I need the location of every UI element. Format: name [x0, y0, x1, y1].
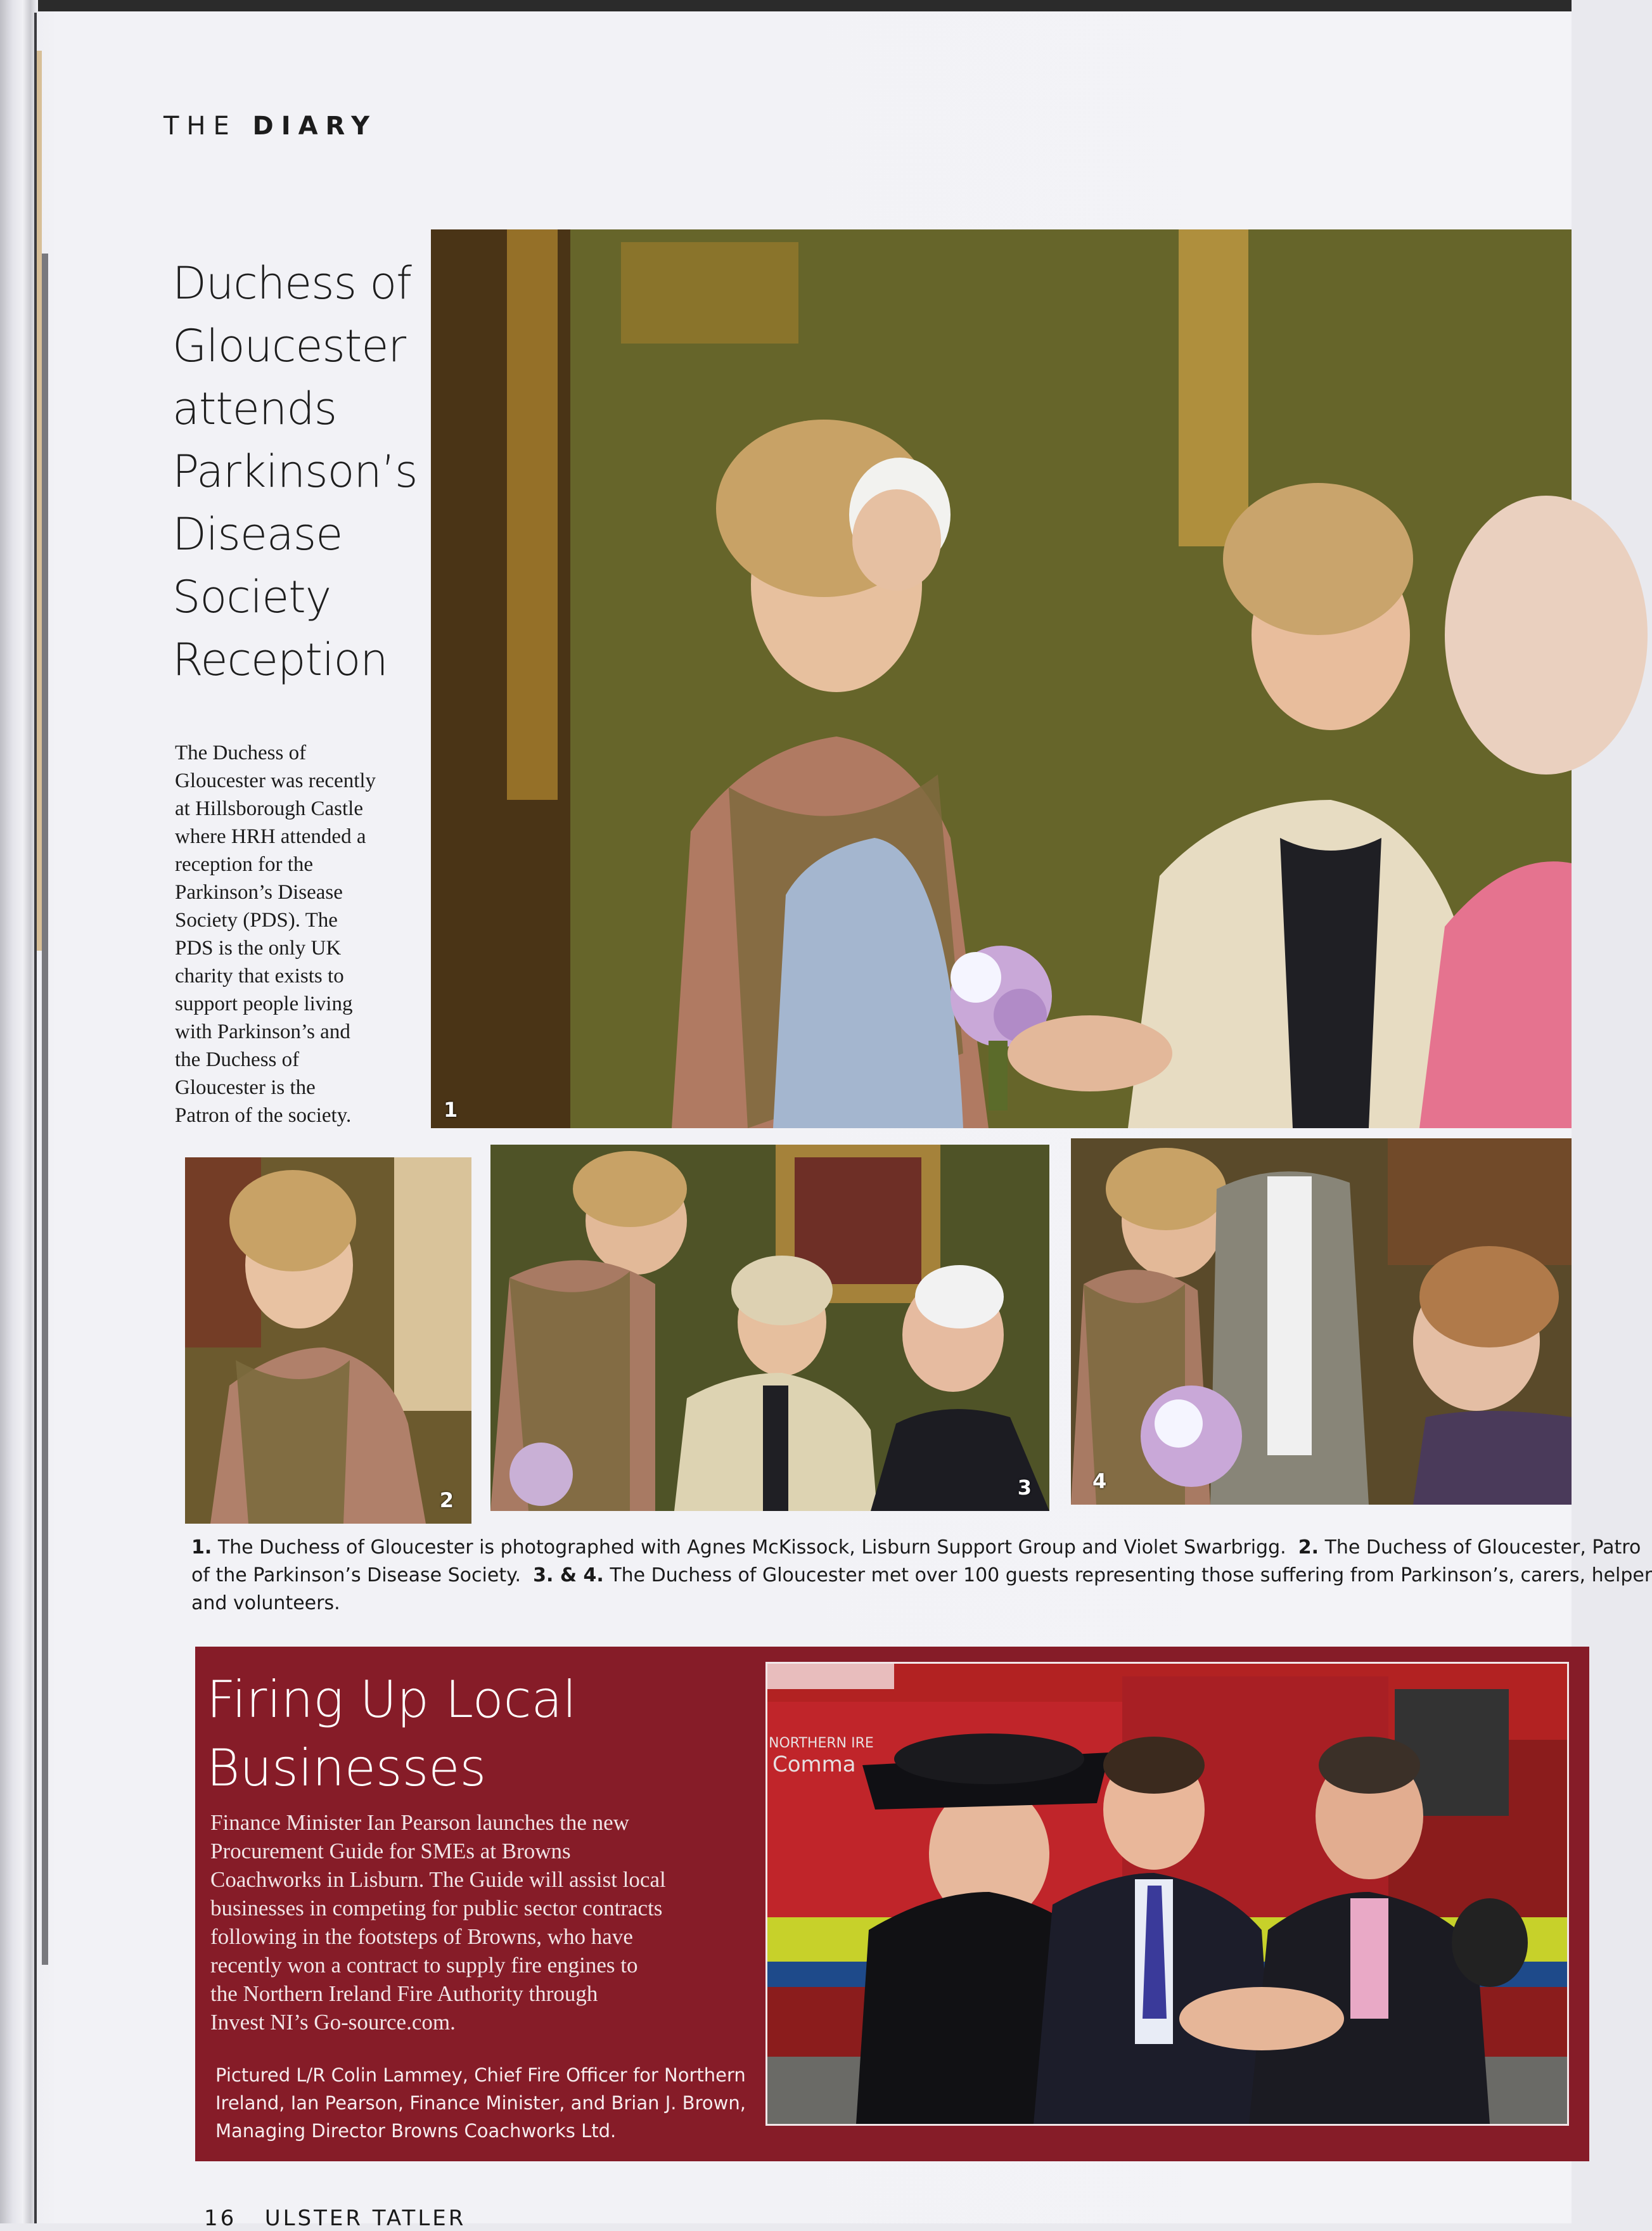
photo-4-image	[1071, 1138, 1572, 1505]
body-line: the Duchess of	[175, 1048, 300, 1071]
article-body	[175, 739, 419, 1129]
caption-num-1: 1.	[191, 1536, 212, 1559]
photo-sign-small: NORTHERN IRE	[769, 1735, 874, 1751]
feature-body-line: the Northern Ireland Fire Authority through	[210, 1981, 598, 2006]
feature-body-line: Coachworks in Lisburn. The Guide will assist local	[210, 1867, 666, 1892]
body-line: with Parkinson’s and	[175, 1020, 350, 1043]
photo-number-2: 2	[439, 1488, 454, 1512]
article-headline	[172, 252, 439, 691]
photo-number-4: 4	[1092, 1469, 1107, 1493]
body-line: where HRH attended a	[175, 825, 366, 848]
section-title: DIARY	[252, 112, 378, 141]
headline-line: Gloucester	[172, 320, 406, 372]
body-line: reception for the	[175, 853, 314, 876]
magazine-name: ULSTER TATLER	[264, 2206, 466, 2231]
main-photo-image	[431, 229, 1572, 1128]
main-photo	[431, 229, 1572, 1128]
body-line: PDS is the only UK	[175, 937, 342, 960]
pictured-line: Managing Director Browns Coachworks Ltd.	[215, 2120, 617, 2142]
body-line: The Duchess of	[175, 742, 307, 764]
pictured-line: Pictured L/R Colin Lammey, Chief Fire Officer for Northern	[215, 2064, 746, 2086]
caption-text-2: The Duchess of Gloucester, Patro	[1324, 1536, 1641, 1559]
photo-number-3: 3	[1017, 1476, 1032, 1500]
photo-2	[185, 1157, 471, 1524]
feature-body	[210, 1808, 743, 2036]
spine-shadow	[42, 254, 48, 1965]
feature-headline	[207, 1666, 777, 1803]
feature-pictured-caption	[215, 2061, 760, 2145]
feature-body-line: Finance Minister Ian Pearson launches the new	[210, 1810, 629, 1835]
headline-line: Reception	[172, 634, 388, 686]
photo-number-1: 1	[444, 1098, 458, 1122]
section-prefix: THE	[163, 112, 237, 141]
photo-3-image	[490, 1145, 1049, 1511]
headline-line: attends	[172, 383, 337, 435]
caption-line-2	[191, 1562, 1652, 1590]
photo-sign-large: Comma	[772, 1752, 856, 1777]
feature-headline-line: Firing Up Local	[207, 1670, 577, 1729]
headline-line: Duchess of	[172, 257, 411, 309]
body-line: Society (PDS). The	[175, 909, 338, 932]
body-line: at Hillsborough Castle	[175, 797, 363, 820]
feature-body-line: Invest NI’s Go-source.com.	[210, 2010, 456, 2035]
body-line: support people living	[175, 993, 353, 1015]
photo-3	[490, 1145, 1049, 1511]
body-line: Gloucester is the	[175, 1076, 316, 1099]
feature-photo-image	[767, 1664, 1567, 2124]
photo-2-image	[185, 1157, 471, 1524]
feature-headline-line: Businesses	[207, 1739, 487, 1797]
pictured-line: Ireland, Ian Pearson, Finance Minister, and Brian J. Brown,	[215, 2092, 746, 2114]
page-top-edge	[0, 0, 1572, 11]
caption-text-5: and volunteers.	[191, 1592, 340, 1614]
page-spine	[0, 0, 38, 2223]
caption-num-3: 3. & 4.	[533, 1564, 604, 1586]
spine-line	[34, 13, 37, 2223]
caption-num-2: 2.	[1298, 1536, 1319, 1559]
caption-text-3: of the Parkinson’s Disease Society.	[191, 1564, 522, 1586]
caption-text-1: The Duchess of Gloucester is photographed with Agnes McKissock, Lisburn Support Group and Violet Swarbrigg.	[217, 1536, 1286, 1559]
photo-caption	[191, 1534, 1652, 1617]
body-line: Parkinson’s Disease	[175, 881, 343, 904]
caption-text-4: The Duchess of Gloucester met over 100 guests representing those suffering from Parkinson’s, carers, helper	[610, 1564, 1652, 1586]
feature-body-line: Procurement Guide for SMEs at Browns	[210, 1839, 571, 1863]
feature-photo	[765, 1662, 1569, 2126]
body-line: charity that exists to	[175, 965, 344, 987]
feature-body-line: following in the footsteps of Browns, who have	[210, 1924, 633, 1949]
headline-line: Disease	[172, 508, 343, 560]
page-number: 16	[204, 2206, 237, 2231]
photo-4	[1071, 1138, 1572, 1505]
section-heading	[163, 112, 377, 141]
headline-line: Parkinson’s	[172, 446, 418, 498]
page-footer	[204, 2206, 466, 2231]
caption-line-1	[191, 1534, 1641, 1562]
feature-body-line: recently won a contract to supply fire engines to	[210, 1953, 638, 1977]
feature-body-line: businesses in competing for public sector contracts	[210, 1896, 663, 1920]
headline-line: Society	[172, 571, 331, 623]
caption-line-3	[191, 1590, 1585, 1617]
spine-accent	[37, 51, 42, 951]
body-line: Gloucester was recently	[175, 769, 376, 792]
body-line: Patron of the society.	[175, 1104, 352, 1127]
